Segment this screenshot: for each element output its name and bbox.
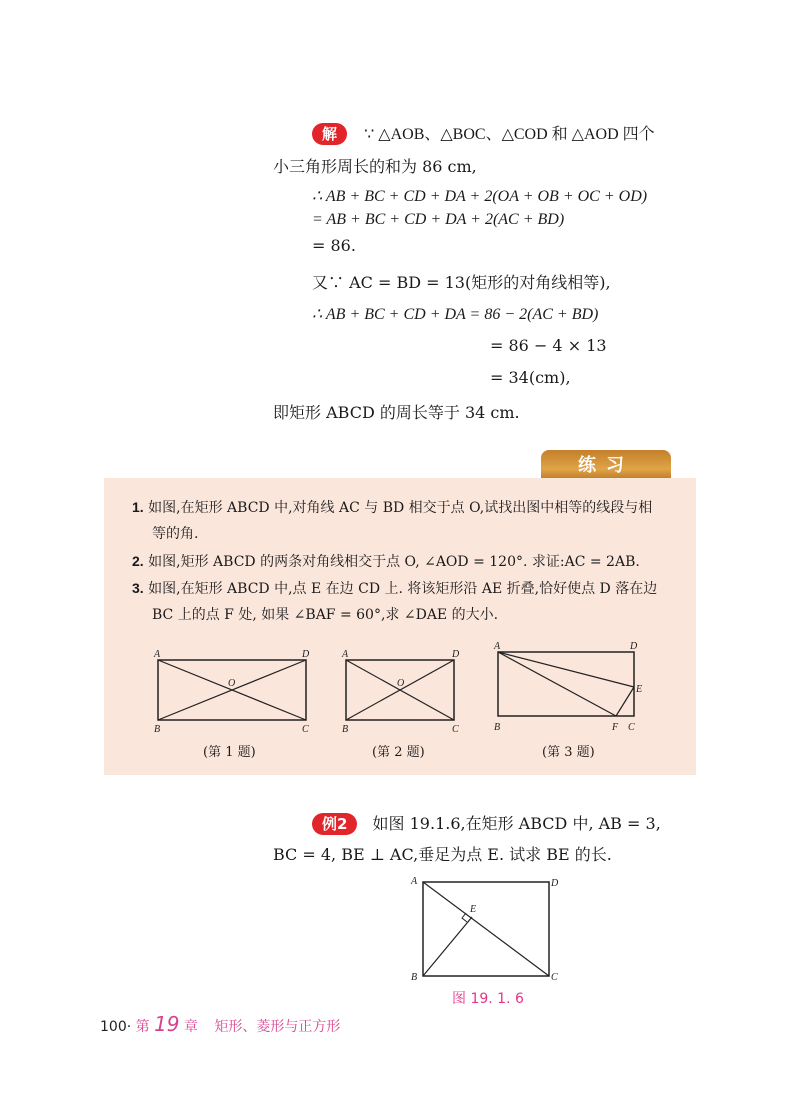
label-D: D bbox=[452, 649, 460, 660]
label-A: A bbox=[411, 876, 418, 887]
chapter-title: 矩形、菱形与正方形 bbox=[214, 1019, 341, 1035]
page-number: 100· bbox=[100, 1019, 132, 1035]
caption-exercise-3: (第 3 题) bbox=[542, 745, 595, 760]
figure-exercise-1 bbox=[150, 646, 320, 736]
caption-exercise-2: (第 2 题) bbox=[372, 745, 425, 760]
label-C: C bbox=[628, 722, 635, 733]
caption-exercise-1: (第 1 题) bbox=[203, 745, 256, 760]
exercise-item-1-cont: 等的角. bbox=[152, 526, 199, 542]
example-line-2: BC = 4, BE ⊥ AC,垂足为点 E. 试求 BE 的长. bbox=[273, 845, 612, 864]
solution-line-7: ∴ AB + BC + CD + DA = 86 − 2(AC + BD) bbox=[312, 306, 599, 323]
solution-line-2: 小三角形周长的和为 86 cm, bbox=[273, 157, 477, 176]
example-first-line bbox=[312, 811, 661, 835]
label-B: B bbox=[411, 972, 418, 983]
label-C: C bbox=[302, 724, 309, 735]
label-B: B bbox=[154, 724, 161, 735]
label-B: B bbox=[494, 722, 501, 733]
exercise-item-1: 1. 如图,在矩形 ABCD 中,对角线 AC 与 BD 相交于点 O,试找出图中相等的线段与相 bbox=[132, 499, 653, 516]
label-D: D bbox=[630, 641, 638, 652]
label-B: B bbox=[342, 724, 349, 735]
solution-line-9: = 34(cm), bbox=[490, 368, 571, 387]
figure-exercise-3 bbox=[490, 640, 650, 736]
figure-exercise-2 bbox=[338, 646, 468, 736]
label-A: A bbox=[342, 649, 349, 660]
example-badge: 例2 bbox=[312, 813, 357, 835]
label-C: C bbox=[551, 972, 558, 983]
exercise-tab: 练习 bbox=[541, 450, 671, 482]
exercise-item-3-cont: BC 上的点 F 处, 如果 ∠BAF = 60°,求 ∠DAE 的大小. bbox=[152, 607, 499, 623]
figure-19-1-6 bbox=[405, 872, 575, 984]
solution-line-4: = AB + BC + CD + DA + 2(AC + BD) bbox=[312, 211, 565, 228]
solution-line-1: ∵ △AOB、△BOC、△COD 和 △AOD 四个 bbox=[364, 126, 655, 143]
label-F: F bbox=[612, 722, 619, 733]
label-C: C bbox=[452, 724, 459, 735]
exercise-item-2: 2. 如图,矩形 ABCD 的两条对角线相交于点 O, ∠AOD = 120°. 求证:AC = 2AB. bbox=[132, 553, 640, 570]
exercise-item-3: 3. 如图,在矩形 ABCD 中,点 E 在边 CD 上. 将该矩形沿 AE 折叠,恰好使点 D 落在边 bbox=[132, 580, 658, 597]
figure-caption: 图 19. 1. 6 bbox=[452, 991, 524, 1007]
solution-line-5: = 86. bbox=[312, 236, 356, 255]
label-O: O bbox=[397, 678, 405, 689]
solution-line-3: ∴ AB + BC + CD + DA + 2(OA + OB + OC + OD) bbox=[312, 188, 648, 205]
label-A: A bbox=[494, 641, 501, 652]
solution-first-line bbox=[312, 121, 655, 145]
example-line-1: 如图 19.1.6,在矩形 ABCD 中, AB = 3, bbox=[372, 814, 661, 833]
page-footer: 100· 第 19 章 矩形、菱形与正方形 bbox=[100, 1012, 341, 1036]
label-E: E bbox=[636, 684, 643, 695]
label-O: O bbox=[228, 678, 236, 689]
label-A: A bbox=[154, 649, 161, 660]
label-D: D bbox=[302, 649, 310, 660]
solution-line-10: 即矩形 ABCD 的周长等于 34 cm. bbox=[273, 403, 520, 422]
solution-line-8: = 86 − 4 × 13 bbox=[490, 336, 607, 355]
chapter-number: 19 bbox=[154, 1012, 180, 1036]
solution-badge: 解 bbox=[312, 123, 347, 145]
label-D: D bbox=[551, 878, 559, 889]
label-E: E bbox=[470, 904, 477, 915]
solution-line-6: 又∵ AC = BD = 13(矩形的对角线相等), bbox=[312, 273, 611, 292]
